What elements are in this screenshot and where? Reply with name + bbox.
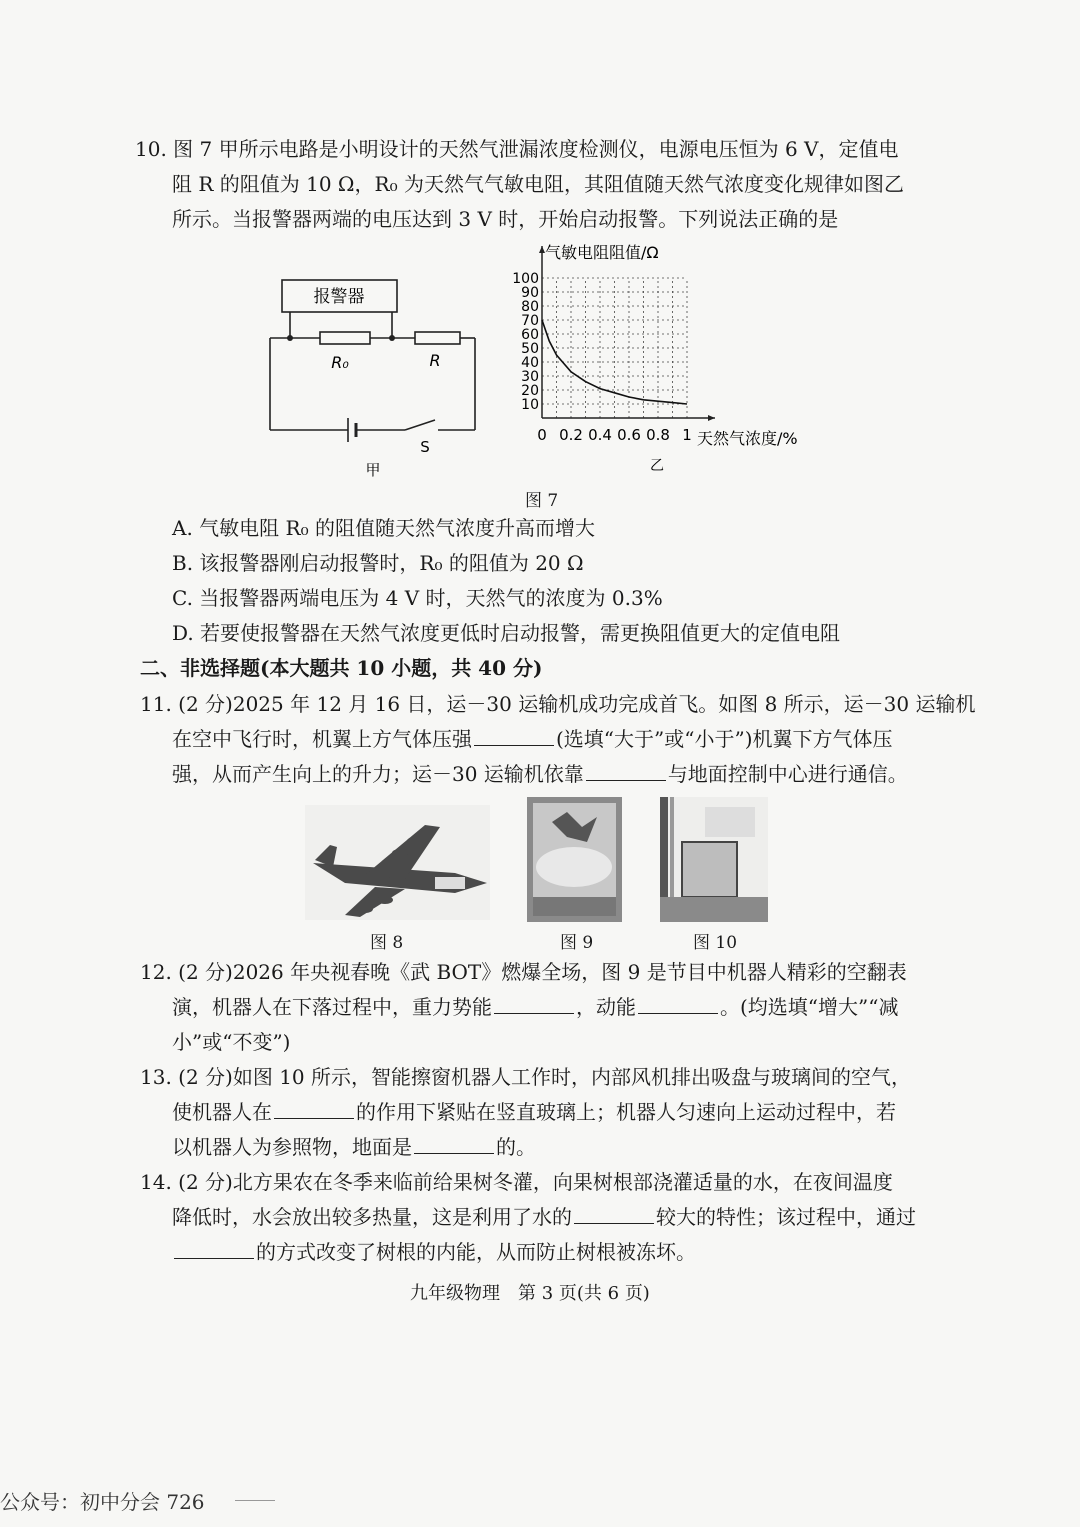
q12-line-2c: 。(均选填“增大”“减 (720, 995, 899, 1019)
y-tick-label: 90 (521, 285, 539, 301)
page-footer: 九年级物理 第 3 页(共 6 页) (410, 1283, 650, 1304)
watermark-text: 公众号：初中分会 726 (0, 1490, 205, 1514)
y-tick-label: 20 (521, 383, 539, 399)
figure-9-caption: 图 9 (560, 933, 594, 953)
q14-blank-2[interactable] (174, 1240, 254, 1259)
alarm-label: 报警器 (313, 287, 365, 307)
circuit-caption: 甲 (365, 461, 381, 479)
q12-line-2b: ，动能 (576, 995, 636, 1019)
q13-line-1: 13. (2 分)如图 10 所示，智能擦窗机器人工作时，内部风机排出吸盘与玻璃间的空气， (140, 1065, 912, 1089)
figure-9-robot-photo (527, 797, 622, 922)
y-axis-label: 气敏电阻阻值/Ω (545, 243, 659, 262)
figure-10-window-robot-photo (660, 797, 768, 922)
watermark-rule (235, 1500, 275, 1501)
y-tick-label: 100 (512, 271, 539, 287)
q13-line-2a: 使机器人在 (172, 1100, 272, 1124)
q10-option-c: C. 当报警器两端电压为 4 V 时，天然气的浓度为 0.3% (172, 586, 663, 610)
y-tick-label: 80 (521, 299, 539, 315)
q11-line-3 (172, 760, 908, 788)
circuit-diagram (260, 270, 490, 480)
r-resistor (415, 332, 460, 344)
q14-line-2b: 较大的特性；该过程中，通过 (656, 1205, 916, 1229)
q14-line-1: 14. (2 分)北方果农在冬季来临前给果树冬灌，向果树根部浇灌适量的水，在夜间温度 (140, 1170, 893, 1194)
q12-blank-2[interactable] (638, 995, 718, 1014)
q10-option-b: B. 该报警器刚启动报警时，R₀ 的阻值为 20 Ω (172, 551, 584, 575)
y-tick-label: 60 (521, 327, 539, 343)
y-tick-label: 10 (521, 397, 539, 413)
x-tick-label: 0.4 (588, 426, 612, 444)
y-tick-label: 50 (521, 341, 539, 357)
q13-line-2b: 的作用下紧贴在竖直玻璃上；机器人匀速向上运动过程中，若 (356, 1100, 896, 1124)
q10-line-3: 所示。当报警器两端的电压达到 3 V 时，开始启动报警。下列说法正确的是 (172, 207, 839, 231)
q10-line-1: 10. 图 7 甲所示电路是小明设计的天然气泄漏浓度检测仪，电源电压恒为 6 V，定值电 (135, 137, 899, 161)
x-axis-arrow (708, 415, 715, 421)
q12-line-2a: 演，机器人在下落过程中，重力势能 (172, 995, 492, 1019)
x-tick-label: 0.6 (617, 426, 641, 444)
q10-option-a: A. 气敏电阻 R₀ 的阻值随天然气浓度升高而增大 (172, 516, 595, 540)
q14-line-3b: 的方式改变了树根的内能，从而防止树根被冻坏。 (256, 1240, 696, 1264)
q10-option-d: D. 若要使报警器在天然气浓度更低时启动报警，需更换阻值更大的定值电阻 (172, 621, 841, 645)
q11-blank-2[interactable] (586, 762, 666, 781)
switch-label: S (420, 438, 430, 456)
x-tick-label: 0.8 (646, 426, 670, 444)
section-2-heading: 二、非选择题(本大题共 10 小题，共 40 分) (140, 656, 543, 680)
q14-blank-1[interactable] (574, 1205, 654, 1224)
q10-line-2: 阻 R 的阻值为 10 Ω，R₀ 为天然气气敏电阻，其阻值随天然气浓度变化规律如图乙 (172, 172, 904, 196)
q11-line-1: 11. (2 分)2025 年 12 月 16 日，运－30 运输机成功完成首飞。如图 8 所示，运－30 运输机 (140, 692, 976, 716)
q11-line-3a: 强，从而产生向上的升力；运－30 运输机依靠 (172, 762, 584, 786)
x-tick-label: 0 (537, 426, 547, 444)
figure-8-caption: 图 8 (370, 933, 404, 953)
r0-label: R₀ (331, 353, 349, 372)
q11-line-3b: 与地面控制中心进行通信。 (667, 762, 908, 786)
resistance-concentration-chart (505, 238, 825, 478)
r-label: R (429, 351, 441, 370)
q13-blank-2[interactable] (414, 1135, 494, 1154)
q11-line-2a: 在空中飞行时，机翼上方气体压强 (172, 727, 472, 751)
q13-blank-1[interactable] (274, 1100, 354, 1119)
x-tick-label: 0.2 (559, 426, 583, 444)
x-tick-label: 1 (682, 426, 692, 444)
q12-line-1: 12. (2 分)2026 年央视春晚《武 BOT》燃爆全场，图 9 是节目中机器人精彩的空翻表 (140, 960, 907, 984)
q14-line-2a: 降低时，水会放出较多热量，这是利用了水的 (172, 1205, 572, 1229)
q14-line-2 (172, 1203, 916, 1231)
q12-blank-1[interactable] (494, 995, 574, 1014)
figure-10-caption: 图 10 (693, 933, 738, 953)
q12-line-2 (172, 993, 898, 1021)
graph-caption: 乙 (650, 458, 664, 474)
y-tick-label: 70 (521, 313, 539, 329)
figure-7-caption: 图 7 (525, 491, 559, 511)
figure-8-airplane-photo (305, 805, 490, 920)
q11-blank-1[interactable] (474, 727, 554, 746)
q11-line-2 (172, 725, 893, 753)
q11-line-2b: (选填“大于”或“小于”)机翼下方气体压 (556, 727, 893, 751)
r0-resistor (320, 332, 370, 344)
y-tick-label: 30 (521, 369, 539, 385)
q13-line-3 (172, 1133, 536, 1161)
x-axis-label: 天然气浓度/% (697, 429, 798, 448)
q13-line-3b: 的。 (496, 1135, 536, 1159)
q12-line-3: 小”或“不变”) (172, 1030, 291, 1054)
switch-blade (405, 420, 435, 430)
q13-line-2 (172, 1098, 896, 1126)
y-tick-label: 40 (521, 355, 539, 371)
q14-line-3 (172, 1238, 696, 1266)
q13-line-3a: 以机器人为参照物，地面是 (172, 1135, 412, 1159)
